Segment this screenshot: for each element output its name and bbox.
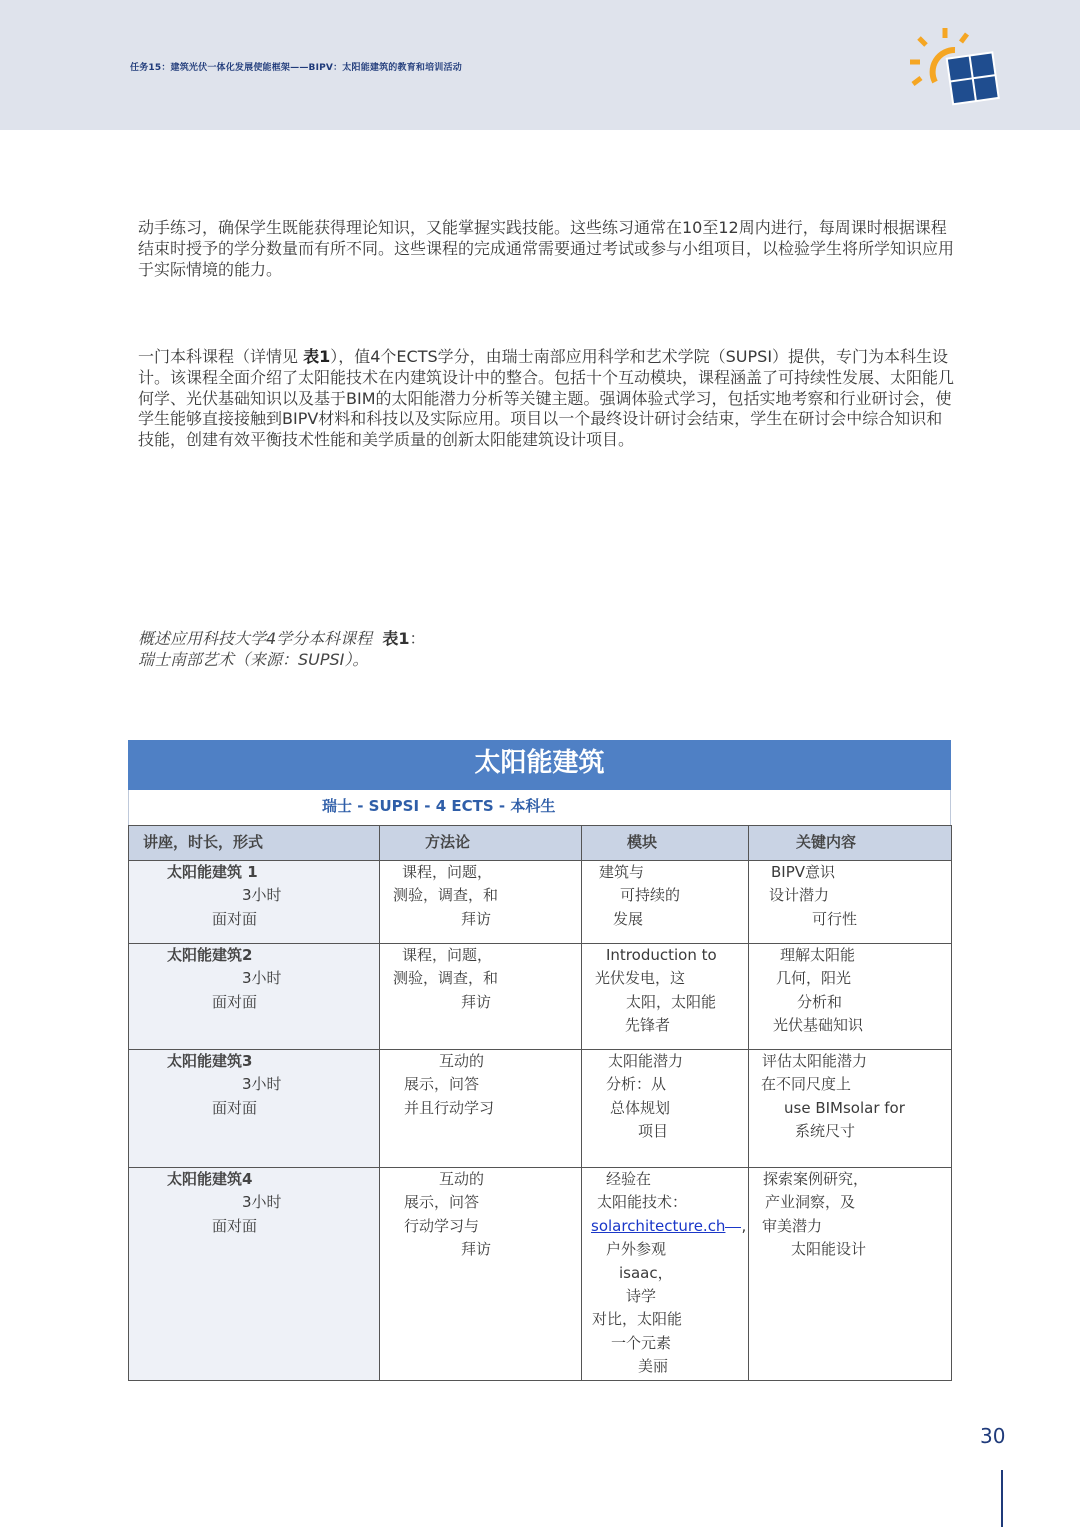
header-method: 方法论: [380, 826, 582, 861]
header-lecture: 讲座，时长，形式: [129, 826, 380, 861]
solar-logo: [905, 22, 1005, 112]
lecture-cell: 太阳能建筑 1 3小时 面对面: [129, 861, 380, 944]
body-paragraph-2: 一门本科课程（详情见 表1），值4个ECTS学分，由瑞士南部应用科学和艺术学院（SUPSI）提供，专门为本科生设计。该课程全面介绍了太阳能技术在内建筑设计中的整合。包括十个互动模块，课程涵盖了可持续性发展、太阳能几何学、光伏基础知识以及基于BIM的太阳能潜力分析等关键主题。强调体验式学习，包括实地考察和行业研讨会，使学生能够直接接触到BIPV材料和科技以及实际应用。项目以一个最终设计研讨会结束，学生在研讨会中综合知识和技能，创建有效平衡技术性能和美学质量的创新太阳能建筑设计项目。: [138, 347, 955, 450]
table-row: [129, 1050, 952, 1168]
solarchitecture-link[interactable]: solarchitecture.ch: [591, 1216, 726, 1235]
table-header-row: [129, 826, 952, 861]
module-cell: 建筑与 可持续的 发展: [582, 861, 749, 944]
body-paragraph-1: 动手练习，确保学生既能获得理论知识，又能掌握实践技能。这些练习通常在10至12周内进行，每周课时根据课程结束时授予的学分数量而有所不同。这些课程的完成通常需要通过考试或参与小组项目，以检验学生将所学知识应用于实际情境的能力。: [138, 218, 955, 279]
method-cell: 互动的 展示，问答 并且行动学习: [380, 1050, 582, 1168]
page-number: 30: [980, 1424, 1006, 1448]
table-row: [129, 944, 952, 1050]
table-row: [129, 1168, 952, 1381]
running-header: 任务15：建筑光伏一体化发展使能框架——BIPV：太阳能建筑的教育和培训活动: [130, 63, 462, 73]
table-row: [129, 861, 952, 944]
content-cell: 评估太阳能潜力 在不同尺度上 use BIMsolar for 系统尺寸: [749, 1050, 952, 1168]
module-cell: 太阳能潜力 分析：从 总体规划 项目: [582, 1050, 749, 1168]
header-content: 关键内容: [749, 826, 952, 861]
method-cell: 课程，问题， 测验，调查，和 拜访: [380, 944, 582, 1050]
module-cell: Introduction to 光伏发电，这 太阳，太阳能 先锋者: [582, 944, 749, 1050]
module-cell: 经验在 太阳能技术： solarchitecture.ch , 户外参观 isaac， 诗学 对比，太阳能 一个元素 美丽: [582, 1168, 749, 1381]
page-number-rule: [1001, 1470, 1003, 1527]
method-cell: 互动的 展示，问答 行动学习与 拜访: [380, 1168, 582, 1381]
table-reference: 表1: [303, 347, 331, 366]
lecture-cell: 太阳能建筑4 3小时 面对面: [129, 1168, 380, 1381]
content-cell: BIPV意识 设计潜力 可行性: [749, 861, 952, 944]
content-cell: 理解太阳能 几何，阳光 分析和 光伏基础知识: [749, 944, 952, 1050]
table-caption: 概述应用科技大学4学分本科课程 表1： 瑞士南部艺术（来源：SUPSI）。: [138, 629, 426, 669]
lecture-cell: 太阳能建筑2 3小时 面对面: [129, 944, 380, 1050]
header-module: 模块: [582, 826, 749, 861]
table-title: 太阳能建筑: [128, 740, 951, 790]
course-table: [128, 740, 951, 1381]
lecture-cell: 太阳能建筑3 3小时 面对面: [129, 1050, 380, 1168]
table-subtitle: 瑞士 - SUPSI - 4 ECTS - 本科生: [128, 790, 951, 825]
solar-panel-icon: [946, 51, 1000, 105]
content-cell: 探索案例研究， 产业洞察，及 审美潜力 太阳能设计: [749, 1168, 952, 1381]
method-cell: 课程，问题， 测验，调查，和 拜访: [380, 861, 582, 944]
